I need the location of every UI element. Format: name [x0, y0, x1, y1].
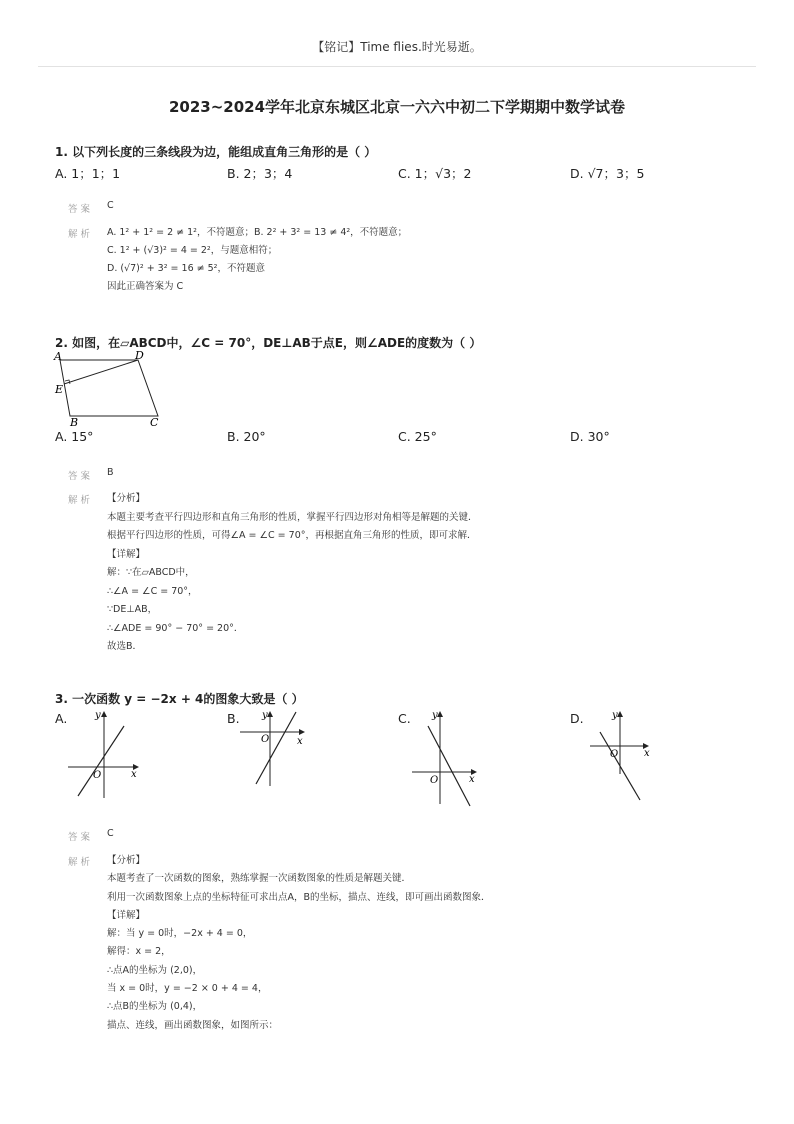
label-e: E [55, 383, 64, 396]
q3-answer-label: 答案 [68, 832, 94, 843]
q1-answer: C [107, 200, 114, 211]
analysis-line: ∴点B的坐标为 (0,4)， [107, 1001, 203, 1013]
q2-analysis [107, 490, 478, 657]
q1-analysis-label: 解析 [68, 229, 94, 240]
analysis-line: 利用一次函数图象上点的坐标特征可求出点A，B的坐标，描点、连线，即可画出函数图象． [107, 891, 491, 903]
q2-answer: B [107, 467, 114, 478]
q2-option-a-text: A. 15° [55, 429, 94, 444]
analysis-line: A. 1² + 1² = 2 ≠ 1²，不符题意；B. 2² + 3² = 13 ≠ 4²，不符题意； [107, 227, 408, 238]
label-b: B [70, 416, 79, 428]
x-label: x [469, 774, 475, 785]
analysis-line: 当 x = 0时，y = −2 × 0 + 4 = 4， [107, 983, 268, 995]
function-line [428, 726, 470, 806]
q1-option-c: C. 1；√3；2 [398, 166, 472, 181]
analysis-line: 解得：x = 2， [107, 946, 171, 958]
y-label: y [612, 710, 618, 721]
q2-answer-label: 答案 [68, 471, 94, 482]
x-label: x [131, 769, 137, 780]
q3-graph-c [406, 706, 496, 811]
function-line [78, 726, 124, 796]
q2-option-a [55, 429, 93, 444]
q3-answer: C [107, 828, 114, 839]
label-a: A [54, 350, 62, 363]
function-line [256, 712, 296, 784]
q1-answer-label: 答案 [68, 204, 94, 215]
analysis-line: 【分析】 [107, 493, 146, 504]
q2-analysis-label: 解析 [68, 495, 94, 506]
analysis-line: 故选B． [107, 641, 143, 652]
analysis-line: 描点、连线，画出函数图象，如图所示： [107, 1019, 279, 1031]
parallelogram-abcd [60, 360, 158, 416]
page-header: 【铭记】Time flies.时光易逝。 [312, 40, 482, 54]
segment-de [64, 360, 138, 384]
analysis-line: 根据平行四边形的性质，可得∠A = ∠C = 70°，再根据直角三角形的性质，即可求解． [107, 530, 477, 541]
analysis-line: D. (√7)² + 3² = 16 ≠ 5²，不符题意 [107, 263, 265, 274]
analysis-line: 解：∵在▱ABCD中， [107, 567, 195, 578]
q3-graph-d [584, 706, 674, 806]
q3-graph-a [62, 706, 152, 801]
analysis-line: 解：当 y = 0时，−2x + 4 = 0， [107, 928, 253, 940]
q2-option-d [570, 429, 610, 444]
q1-option-d: D. √7；3；5 [570, 166, 645, 181]
analysis-line: 本题主要考查平行四边形和直角三角形的性质，掌握平行四边形对角相等是解题的关键． [107, 511, 478, 523]
q2-option-c [398, 429, 437, 444]
question-1-stem: 1. 以下列长度的三条线段为边，能组成直角三角形的是（ ） [55, 145, 377, 159]
q1-option-b: B. 2；3；4 [227, 166, 293, 181]
y-label: y [262, 710, 268, 721]
q3-option-d: D. [570, 711, 584, 726]
q3-analysis [107, 852, 491, 1035]
q1-analysis [107, 224, 407, 296]
origin-label: O [430, 775, 439, 786]
analysis-line: ∴∠ADE = 90° − 70° = 20°． [107, 622, 244, 634]
x-label: x [297, 736, 303, 747]
q2-option-b [227, 429, 266, 444]
origin-label: O [261, 734, 270, 745]
label-d: D [135, 349, 144, 362]
analysis-line: 【详解】 [107, 548, 146, 560]
analysis-line: ∵DE⊥AB， [107, 604, 158, 615]
question-3-stem: 3. 一次函数 y = −2x + 4的图象大致是（ ） [55, 692, 304, 706]
q2-option-c-text: C. 25° [398, 429, 437, 444]
label-c: C [150, 416, 159, 428]
origin-label: O [93, 770, 102, 781]
x-label: x [644, 748, 650, 759]
analysis-line: 本题考查了一次函数的图象，熟练掌握一次函数图象的性质是解题关键． [107, 873, 412, 885]
question-2-stem: 2. 如图，在▱ABCD中，∠C = 70°，DE⊥AB于点E，则∠ADE的度数为（ ） [55, 336, 482, 350]
y-label: y [95, 710, 101, 721]
q3-option-c: C. [398, 711, 411, 726]
origin-label: O [610, 749, 619, 760]
q3-option-a: A. [55, 711, 68, 726]
analysis-line: ∴∠A = ∠C = 70°， [107, 585, 198, 597]
analysis-line: 【分析】 [107, 855, 146, 866]
q2-option-b-text: B. 20° [227, 429, 266, 444]
page-title: 2023~2024学年北京东城区北京一六六中初二下学期期中数学试卷 [168, 98, 626, 116]
q3-graph-b [234, 706, 324, 801]
analysis-line: ∴点A的坐标为 (2,0)， [107, 964, 203, 976]
y-label: y [432, 710, 438, 721]
analysis-line: 【详解】 [107, 909, 146, 921]
q3-analysis-label: 解析 [68, 857, 94, 868]
q1-option-a: A. 1；1；1 [55, 166, 121, 181]
analysis-line: C. 1² + (√3)² = 4 = 2²，与题意相符； [107, 245, 278, 256]
analysis-line: 因此正确答案为 C [107, 281, 184, 292]
header-divider [38, 66, 756, 67]
parallelogram-figure [50, 348, 170, 428]
q2-option-d-text: D. 30° [570, 429, 610, 444]
q3-option-b: B. [227, 711, 240, 726]
